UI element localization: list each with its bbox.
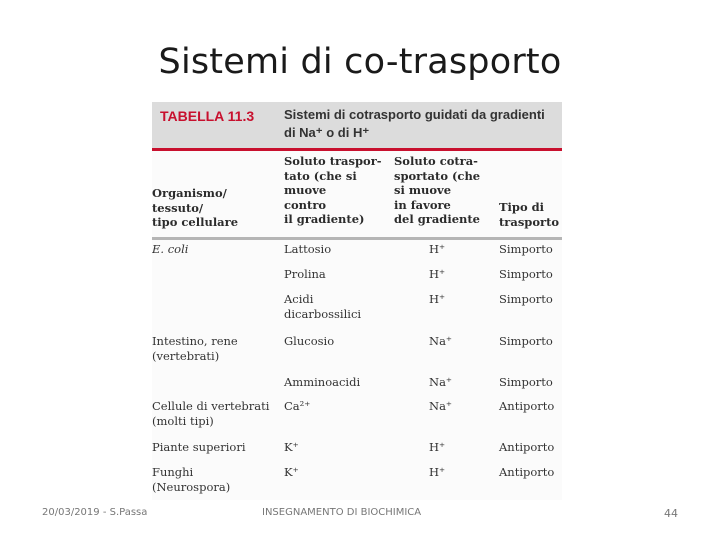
cell-transported: Acidi dicarbossilici <box>284 292 362 321</box>
column-header-organism: Organismo/ tessuto/ tipo cellulare <box>152 186 239 229</box>
column-header-type: Tipo di trasporto <box>499 200 560 229</box>
cell-cotransported: H⁺ <box>429 440 446 454</box>
column-header-transported: Soluto traspor- tato (che si muove contro il gradiente) <box>284 154 382 226</box>
cell-transported: K⁺ <box>284 465 299 479</box>
cell-type: Simporto <box>499 292 553 306</box>
cell-transported: Glucosio <box>284 334 335 348</box>
cell-transported: Prolina <box>284 267 326 281</box>
cell-transported: K⁺ <box>284 440 299 454</box>
cell-cotransported: H⁺ <box>429 242 446 256</box>
footer-course: INSEGNAMENTO DI BIOCHIMICA <box>262 507 422 518</box>
cell-type: Simporto <box>499 334 553 348</box>
cell-type: Antiporto <box>499 399 555 413</box>
cell-cotransported: H⁺ <box>429 465 446 479</box>
footer-date-author: 20/03/2019 - S.Passa <box>42 507 148 518</box>
cell-organism: Cellule di vertebrati (molti tipi) <box>152 399 270 428</box>
cell-type: Antiporto <box>499 465 555 479</box>
table-header-rule <box>152 148 562 151</box>
cell-organism: E. coli <box>152 242 189 256</box>
table-caption: Sistemi di cotrasporto guidati da gradienti di Na⁺ o di H⁺ <box>284 107 545 140</box>
cell-cotransported: Na⁺ <box>429 334 452 348</box>
cell-organism: Intestino, rene (vertebrati) <box>152 334 238 363</box>
header-rule <box>152 237 562 240</box>
cell-cotransported: H⁺ <box>429 267 446 281</box>
cell-type: Antiporto <box>499 440 555 454</box>
cell-transported: Lattosio <box>284 242 332 256</box>
cell-cotransported: H⁺ <box>429 292 446 306</box>
cell-transported: Ca²⁺ <box>284 399 311 413</box>
table-image <box>152 102 562 500</box>
cell-type: Simporto <box>499 375 553 389</box>
table-label: TABELLA 11.3 <box>160 108 255 124</box>
slide-title: Sistemi di co-trasporto <box>158 42 562 82</box>
cell-organism: Piante superiori <box>152 440 246 454</box>
cell-transported: Amminoacidi <box>284 375 361 389</box>
cell-cotransported: Na⁺ <box>429 399 452 413</box>
page-number: 44 <box>664 507 678 520</box>
cell-cotransported: Na⁺ <box>429 375 452 389</box>
cell-type: Simporto <box>499 242 553 256</box>
cell-type: Simporto <box>499 267 553 281</box>
column-header-cotransported: Soluto cotra- sportato (che si muove in favore del gradiente <box>394 154 481 226</box>
cell-organism: Funghi (Neurospora) <box>152 465 231 494</box>
